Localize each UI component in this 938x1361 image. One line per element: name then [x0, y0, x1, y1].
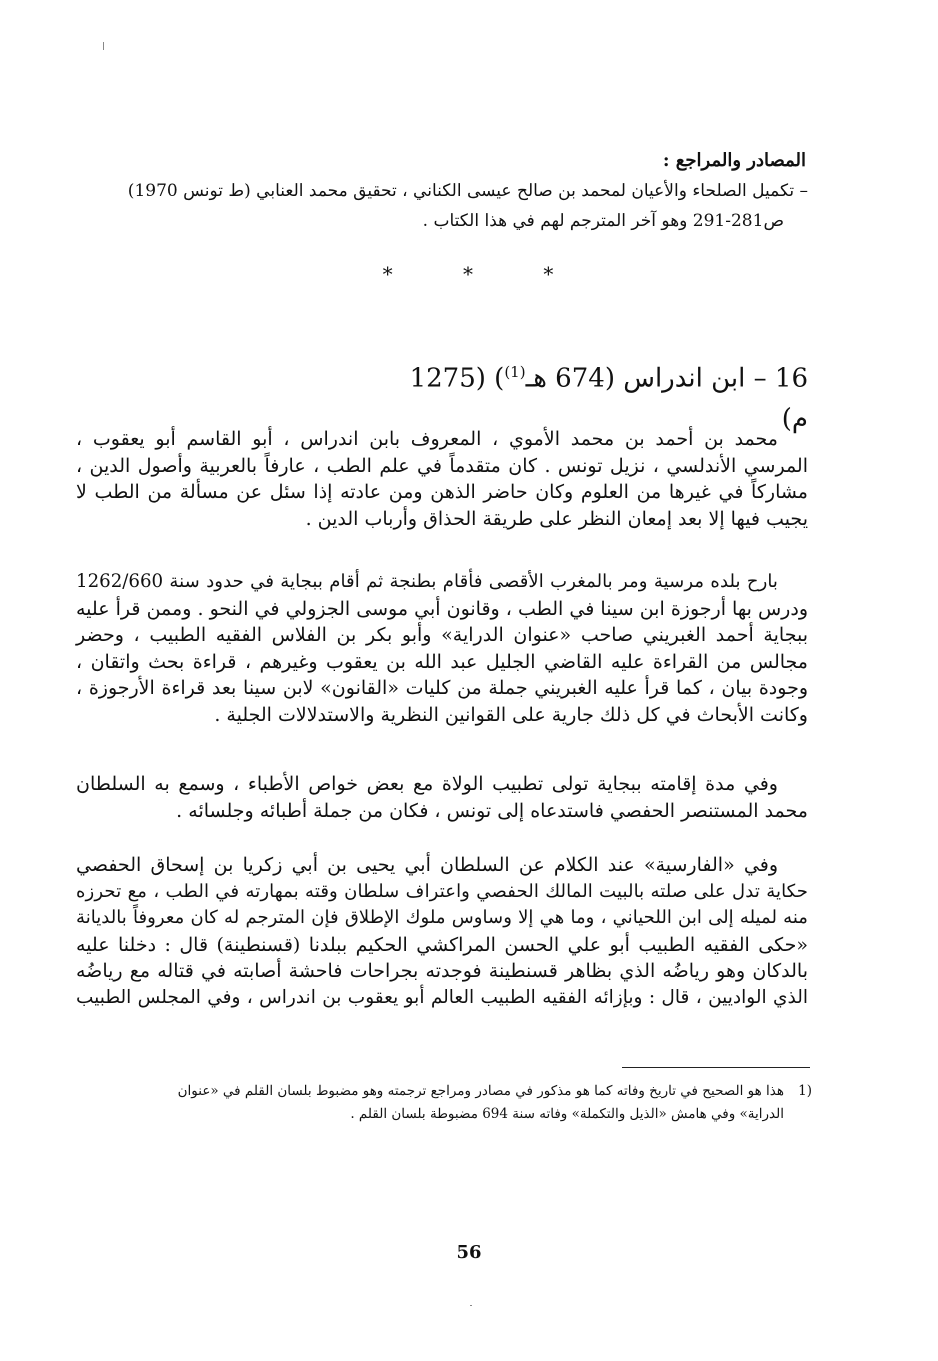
paragraph-line: وكانت الأبحاث في كل ذلك جارية على القوانين النظرية والاستدلالات الجلية . [214, 703, 808, 726]
paragraph [76, 771, 808, 824]
entry-title-tail: ) (1275 م) [409, 363, 808, 434]
paragraph-line: الذي الواديين ، قال : وبإزائه الفقيه الطبيب العالم أبو يعقوب بن اندراس ، وفي المجلس الطبيب [76, 986, 808, 1008]
paragraph-line: محمد بن أحمد بن محمد الأموي ، المعروف بابن اندراس ، أبو القاسم أبو يعقوب ، [76, 428, 778, 450]
footnote-line: الدراية» وفي هامش «الذيل والتكملة» وفاته سنة 694 مضبوطة بلسان القلم . [350, 1106, 784, 1122]
footnote-line: هذا هو الصحيح في تاريخ وفاته كما هو مذكور في مصادر ومراجع ترجمته وهو مضبوط بلسان القلم في «عنوان [177, 1083, 784, 1099]
footnote-reference: (1) [504, 363, 526, 381]
footnote-body [82, 1080, 784, 1126]
sources-list [82, 176, 808, 236]
paragraph-line: منه لميله إلى ابن اللحياني ، وما هي إلا وساوس ملوك الإطلاق فإن المترجم له كان معروفاً بالديانة [76, 907, 808, 928]
paragraph-line: محمد المستنصر الحفصي فاستدعاه إلى تونس ، فكان من جملة أطبائه وجلسائه . [176, 799, 808, 822]
footnote-number: 1) [798, 1083, 812, 1099]
paragraph-line: ودرس بها أرجوزة ابن سينا في الطب ، وقانون أبي موسى الجزولي في النحو . وممن قرأ عليه [76, 597, 808, 620]
source-entry-line: ص281-291 وهو آخر المترجم لهم في هذا الكتاب . [422, 211, 784, 231]
sources-heading: المصادر والمراجع : [662, 150, 806, 171]
paragraph-line: مشاركاً في غيرها من العلوم وكان حاضر الذهن ومن عادته إذا سئل عن مسألة من الطب لا [76, 481, 808, 503]
paragraph-line: ببجاية أحمد الغبريني صاحب «عنوان الدراية» وأبو بكر بن الفلاس الفقيه الطبيب ، وحضر [76, 624, 808, 646]
footnote [82, 1080, 812, 1126]
paragraph-line: وفي «الفارسية» عند الكلام عن السلطان أبي يحيى بن أبي زكريا بن إسحاق الحفصي [76, 854, 778, 876]
paragraph-line: مجالس من القراءة عليه القاضي الجليل عبد الله بن يعقوب وغيرهم ، قراءة بحث واتقان ، [76, 650, 808, 673]
paragraph [76, 852, 808, 1011]
page-number: 56 [456, 1242, 482, 1263]
paragraph [76, 426, 808, 532]
entry-title-main: 16 – ابن اندراس (674 هـ [525, 363, 808, 394]
paragraph-line: «حكى الفقيه الطبيب أبو علي الحسن المراكشي الحكيم ببلدنا (قسنطينة) قال : دخلنا عليه [76, 933, 808, 956]
paragraph [76, 569, 808, 728]
paragraph-line: وفي مدة إقامته ببجاية تولى تطبيب الولاة مع بعض خواص الأطباء ، وسمع به السلطان [76, 773, 778, 795]
scan-speck [470, 1305, 472, 1306]
paragraph-line: بالدكان وهو رياضُه الذي بظاهر قسنطينة فوجدته بجراحات فاحشة أصابته في قتاله مع رياضُه [76, 960, 808, 982]
paragraph-line: المرسي الأندلسي ، نزيل تونس . كان متقدماً في علم الطب ، عارفاً بالعربية وأصول الدين ، [76, 454, 808, 477]
footnote-rule [622, 1067, 810, 1068]
paragraph-line: وجودة بيان ، كما قرأ عليه الغبريني جملة من كليات «القانون» لابن سينا بعد قراءة الأرجوزة ، [76, 677, 808, 699]
section-separator: * * * [382, 262, 586, 286]
source-entry-line: – تكميل الصلحاء والأعيان لمحمد بن صالح عيسى الكناني ، تحقيق محمد العنابي (ط تونس 1970) [127, 181, 808, 201]
paragraph-line: حكاية تدل على صلته بالبيت المالك الحفصي واعتراف سلطان وقته بمهارته في الطب ، مع تحرزه [76, 880, 808, 902]
paragraph-line: يجيب فيها إلا بعد إمعان النظر على طريقة الحذاق وأرباب الدين . [305, 507, 808, 530]
scan-speck [103, 42, 104, 50]
paragraph-line: بارح بلده مرسية ومر بالمغرب الأقصى فأقام بطنجة ثم أقام ببجاية في حدود سنة 1262/660 [76, 571, 778, 592]
